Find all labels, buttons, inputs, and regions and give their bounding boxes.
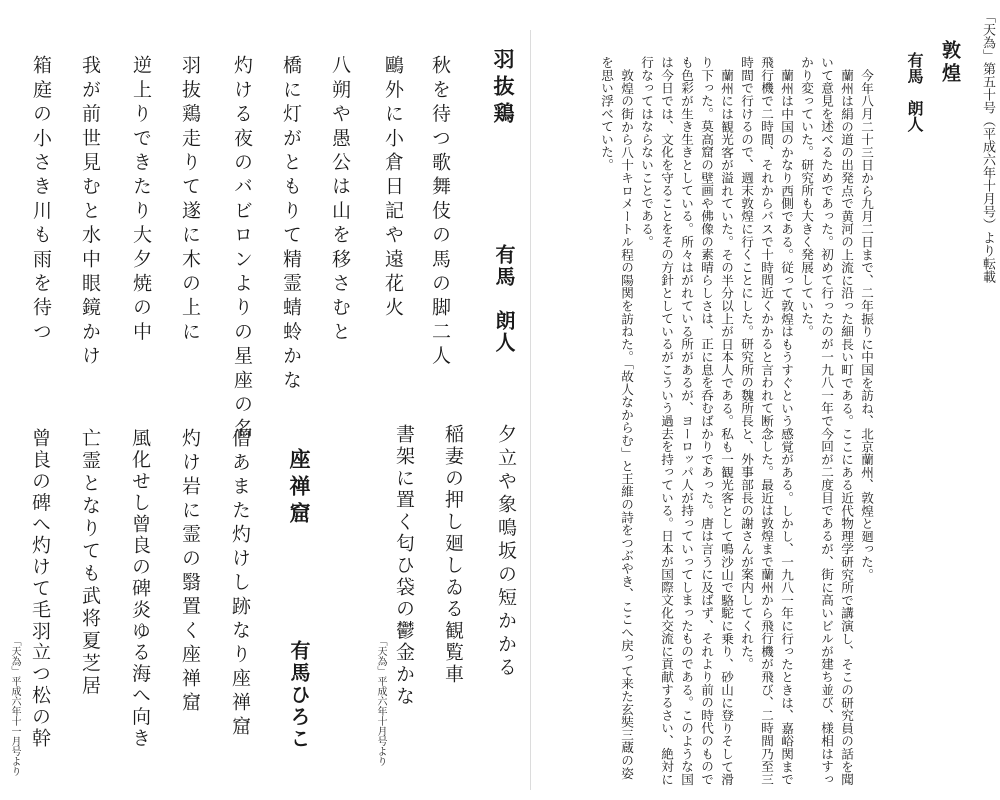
- essay-paragraph: 蘭州は絹の道の出発点で黄河の上流に沿った細長い町である。ここにある近代物理学研究所で講演し、そこの研究員の話を聞いて意見を述べるためであった。初めて行ったのが一九八一年で今回が二度目であるが、街に高いビルが建ち並び、様相はすっかり変っていた。研究所も大きく発展していた。: [799, 56, 854, 786]
- essay-paragraph: 蘭州は中国のかなり西側である。従って敦煌はもうすぐという感覚がある。しかし、一九八一年に行ったときは、嘉峪関まで飛行機で二時間、それからバスで十時間近くかかると言われて断念した。最近は敦煌まで蘭州から飛行機が飛び、二時間乃至三時間で行けるので、週末敦煌に行くことにした。研究所の魏所長と、外事部長の謝さんが案内してくれた。: [739, 56, 794, 786]
- haiku: 逆上りできたり大夕焼の中: [130, 55, 152, 346]
- haiku-set-2-title: 座禅窟: [287, 448, 312, 529]
- haiku: 風化せし曾良の碑炎ゆる海へ向き: [129, 428, 151, 749]
- essay-paragraph: 敦煌の街から八十キロメートル程の陽関を訪ねた。「故人なからむ」と王維の詩をつぶやき、ここへ戻って来た玄奘三蔵の姿を思い浮べていた。: [599, 56, 634, 780]
- essay-author: 有馬 朗人: [905, 52, 924, 132]
- haiku: 曾良の碑へ灼けて毛羽立つ松の幹: [29, 428, 51, 749]
- haiku-set-1-source: 「天為」平成六年十月号より: [375, 636, 386, 766]
- haiku-set-1-author: 有馬 朗人: [492, 244, 516, 354]
- haiku: 稲妻の押し廻しゐる観覧車: [442, 424, 464, 686]
- haiku: 僧あまた灼けし跡なり座禅窟: [229, 428, 251, 740]
- haiku: 羽抜鶏走りて遂に木の上に: [179, 55, 201, 346]
- essay-title: 敦煌: [939, 40, 961, 86]
- essay-divider: [530, 30, 531, 790]
- essay-body: [566, 56, 876, 786]
- haiku: 八朔や愚公は山を移さむと: [329, 55, 351, 346]
- haiku: 鷗外に小倉日記や遠花火: [382, 55, 404, 322]
- haiku: 秋を待つ歌舞伎の馬の脚二人: [429, 55, 451, 370]
- haiku: 亡霊となりても武将夏芝居: [79, 428, 101, 698]
- haiku: 箱庭の小さき川も雨を待つ: [30, 55, 52, 346]
- essay-paragraph: 今年八月二十三日から九月二日まで、二年振りに中国を訪ね、北京蘭州、敦煌と廻った。: [859, 68, 874, 581]
- source-note: 「天為」第五十号（平成六年十月号）より転載: [980, 10, 995, 283]
- haiku: 灼ける夜のバビロンよりの星座の名: [231, 55, 253, 443]
- haiku: 我が前世見むと水中眼鏡かけ: [79, 55, 101, 370]
- essay-paragraph: 蘭州には観光客が溢れていた。その半分以上が日本人である。私も一観光客として鳴沙山で駱駝に乗り、砂山に登りそして滑り下った。莫高窟の壁画や佛像の素晴らしさは、正に息を呑むばかりであった。唐は言うに及ばず、それより前の時代のものでも色彩が生き生きとしている。所々はがれている所があるが、ヨーロッパ人が持っていってしまったものである。このような国は今日では、文化を守ることをその方針としているがこういう過去を持っている。日本が国際文化交流に貢献するさい、絶対に行なってはならないことである。: [639, 56, 734, 786]
- haiku: 橋に灯がともりて精霊蜻蛉かな: [280, 55, 302, 394]
- haiku-set-1-title: 羽抜鶏: [491, 48, 516, 129]
- haiku-set-2-source: 「天為」平成六年十一月号より: [9, 636, 20, 776]
- haiku: 灼け岩に霊の翳置く座禅窟: [179, 428, 201, 716]
- haiku-set-2-author: 有馬ひろこ: [287, 640, 311, 750]
- haiku: 夕立や象鳴坂の短かかる: [495, 424, 517, 681]
- haiku: 書架に置く匂ひ袋の鬱金かな: [393, 424, 415, 708]
